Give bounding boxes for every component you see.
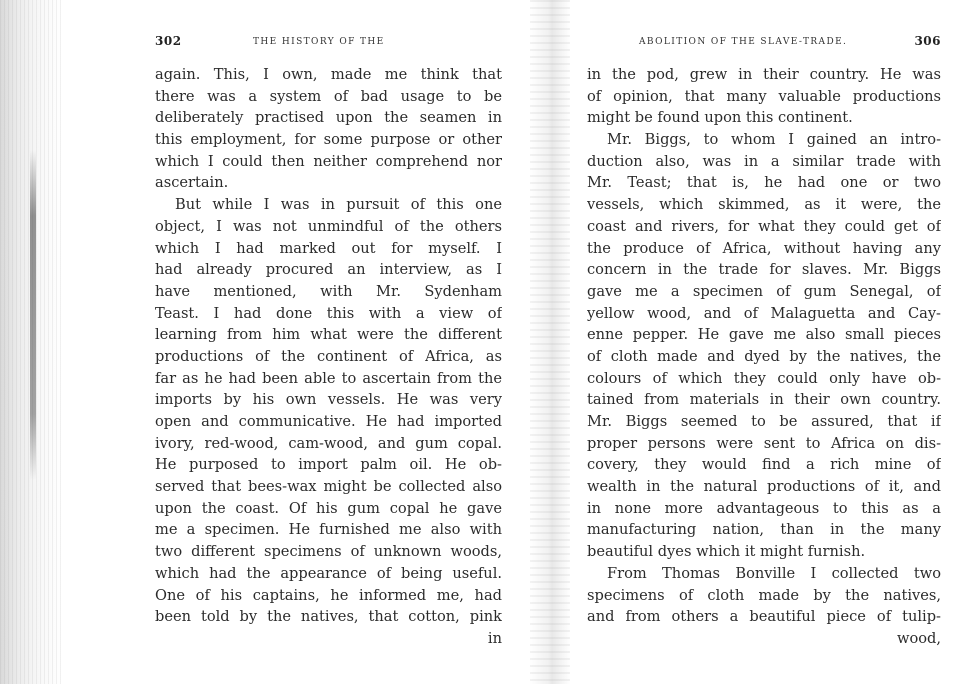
right-running-head [587, 36, 941, 52]
text-line: He purposed to import palm oil. He ob- [155, 456, 502, 474]
text-line: deliberately practised upon the seamen in [155, 109, 502, 127]
text-line: far as he had been able to ascertain from the [155, 369, 502, 387]
text-line: Mr. Biggs seemed to be assured, that if [587, 413, 941, 430]
text-line: coast and rivers, for what they could get of [587, 217, 941, 235]
text-line: had already procured an interview, as I [155, 261, 502, 279]
text-line: in none more advantageous to this as a [587, 499, 941, 517]
text-line: this employment, for some purpose or other [155, 131, 502, 149]
catchword: wood, [896, 629, 941, 647]
text-line: yellow wood, and of Malaguetta and Cay- [587, 304, 941, 322]
text-line: open and communicative. He had imported [155, 413, 502, 430]
text-line: Teast. I had done this with a view of [155, 304, 502, 322]
text-line: of opinion, that many valuable productions [587, 87, 941, 105]
right-page-text [587, 64, 941, 650]
text-line: there was a system of bad usage to be [155, 87, 502, 105]
text-line: two different specimens of unknown woods, [155, 543, 502, 561]
left-running-title: THE HISTORY OF THE [253, 37, 385, 47]
text-line: colours of which they could only have ob- [587, 369, 941, 387]
right-running-title: ABOLITION OF THE SLAVE-TRADE. [639, 37, 848, 47]
text-line: specimens of cloth made by the natives, [587, 586, 941, 604]
right-page-number: 306 [914, 34, 941, 48]
text-line: have mentioned, with Mr. Sydenham [155, 282, 502, 300]
text-line: gave me a specimen of gum Senegal, of [587, 282, 941, 300]
text-line: covery, they would find a rich mine of [587, 456, 941, 474]
left-running-head [155, 36, 502, 52]
text-line: the produce of Africa, without having any [587, 239, 941, 257]
left-page-text [155, 64, 502, 650]
text-line: concern in the trade for slaves. Mr. Biggs [587, 261, 941, 279]
text-line: ivory, red-wood, cam-wood, and gum copal. [155, 434, 502, 452]
text-line: which I could then neither comprehend nor [155, 152, 502, 170]
text-line: which I had marked out for myself. I [155, 239, 502, 257]
right-page [587, 0, 941, 684]
text-line: imports by his own vessels. He was very [155, 391, 502, 409]
text-line: proper persons were sent to Africa on dis- [587, 434, 941, 452]
text-line: might be found upon this continent. [587, 109, 853, 127]
text-line: But while I was in pursuit of this one [175, 196, 502, 214]
text-line: me a specimen. He furnished me also with [155, 521, 502, 539]
text-line: manufacturing nation, than in the many [587, 521, 941, 539]
text-line: of cloth made and dyed by the natives, the [587, 347, 941, 365]
text-line: and from others a beautiful piece of tulip- [587, 608, 941, 626]
text-line: Mr. Biggs, to whom I gained an intro- [607, 131, 941, 149]
text-line: beautiful dyes which it might furnish. [587, 543, 866, 561]
text-line: in the pod, grew in their country. He was [587, 66, 941, 83]
text-line: tained from materials in their own country. [587, 391, 941, 409]
text-line: upon the coast. Of his gum copal he gave [155, 499, 502, 517]
text-line: which had the appearance of being useful. [155, 564, 502, 582]
text-line: been told by the natives, that cotton, pink [155, 608, 502, 626]
text-line: vessels, which skimmed, as it were, the [587, 196, 941, 214]
catchword: in [487, 629, 502, 647]
left-page-number: 302 [155, 34, 182, 48]
text-line: enne pepper. He gave me also small pieces [587, 326, 941, 344]
text-line: Mr. Teast; that is, he had one or two [587, 174, 941, 192]
text-line: duction also, was in a similar trade with [587, 152, 941, 170]
text-line: object, I was not unmindful of the others [155, 217, 502, 235]
text-line: One of his captains, he informed me, had [155, 586, 502, 604]
text-line: again. This, I own, made me think that [155, 66, 502, 83]
text-line: learning from him what were the different [155, 326, 502, 344]
book-gutter [530, 0, 570, 684]
page-edge-shadow [0, 0, 62, 684]
text-line: wealth in the natural productions of it, and [587, 478, 941, 496]
text-line: served that bees-wax might be collected also [155, 478, 502, 496]
text-line: productions of the continent of Africa, as [155, 347, 502, 365]
left-page [155, 0, 502, 684]
text-line: ascertain. [155, 174, 229, 192]
text-line: From Thomas Bonville I collected two [607, 564, 941, 582]
